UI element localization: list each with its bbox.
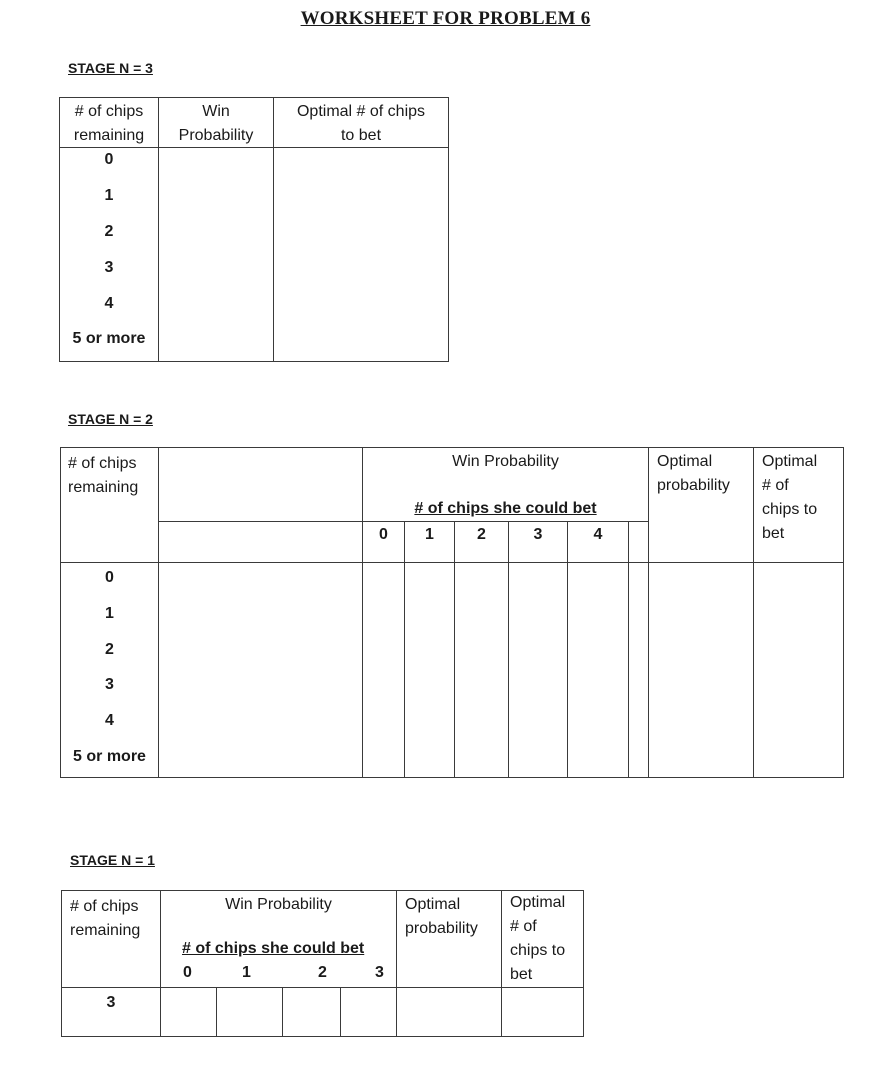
page-title: WORKSHEET FOR PROBLEM 6 [300, 8, 591, 29]
stage-2-could-bet-header: # of chips she could bet [414, 500, 597, 517]
stage-3-row-label: 5 or more [72, 330, 146, 347]
stage-1-bet-column: 1 [242, 964, 251, 981]
stage-2-row-label: 3 [105, 676, 114, 693]
stage-3-row-label: 0 [104, 151, 114, 168]
stage-1-bet-column: 0 [183, 964, 192, 981]
stage-2-optimal-probability-header: Optimal probability [657, 453, 730, 494]
stage-1-optimal-probability-header: Optimal probability [405, 896, 478, 937]
stage-2-win-probability-header: Win Probability [452, 453, 559, 470]
stage-2-optimal-chips-header: Optimal # of chips to bet [762, 453, 818, 542]
stage-2-chips-header: # of chips remaining [68, 455, 139, 496]
stage-2-label: STAGE N = 2 [68, 411, 153, 427]
stage-2-bet-column: 2 [477, 526, 486, 543]
stage-3-chips-header: # of chips remaining [73, 103, 145, 144]
stage-1-row-label: 3 [106, 994, 116, 1011]
stage-2-bet-column: 0 [379, 526, 388, 543]
stage-1-win-probability-header: Win Probability [225, 896, 332, 913]
stage-1-bet-column: 3 [375, 964, 384, 981]
stage-3-win-header: Win Probability [178, 103, 254, 144]
stage-1-chips-header: # of chips remaining [70, 898, 141, 939]
stage-1-optimal-chips-header: Optimal # of chips to bet [510, 894, 566, 983]
stage-3-row-label: 1 [104, 187, 114, 204]
stage-2-row-label: 1 [105, 605, 114, 622]
stage-3-label: STAGE N = 3 [68, 60, 153, 76]
stage-3-row-label: 3 [104, 259, 114, 276]
stage-1-label: STAGE N = 1 [70, 852, 155, 868]
stage-2-row-label: 0 [105, 569, 114, 586]
stage-1-could-bet-header: # of chips she could bet [182, 940, 365, 957]
stage-2-bet-column: 3 [533, 526, 543, 543]
stage-3-row-label: 4 [104, 295, 114, 312]
stage-3-row-label: 2 [104, 223, 114, 240]
stage-2-row-label: 5 or more [73, 748, 146, 765]
stage-3-optimal-header: Optimal # of chips to bet [296, 103, 426, 144]
stage-2-row-label: 2 [105, 641, 114, 658]
stage-2-row-label: 4 [105, 712, 114, 729]
stage-1-bet-column: 2 [318, 964, 327, 981]
stage-2-bet-column: 1 [425, 526, 434, 543]
stage-2-bet-column: 4 [593, 526, 603, 543]
